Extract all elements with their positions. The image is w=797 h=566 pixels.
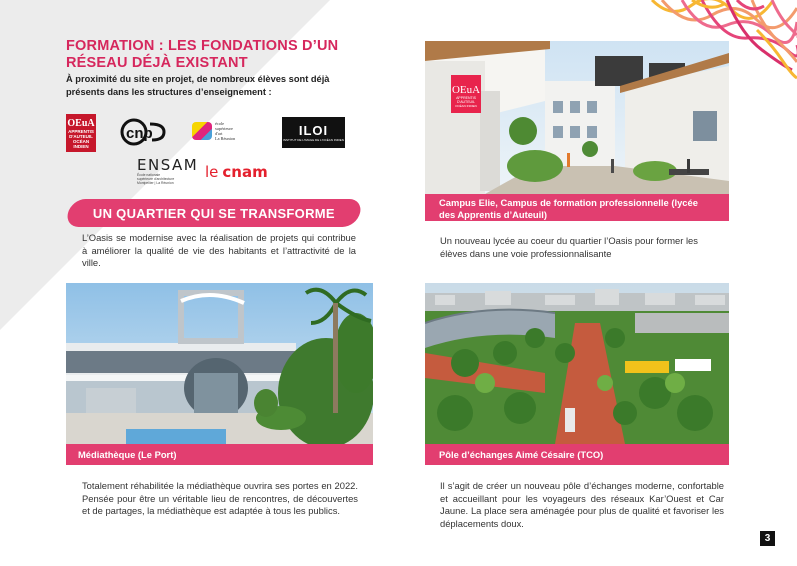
campus-elie-caption: Campus Elie, Campus de formation professionnelle (lycée des Apprentis d’Auteuil)	[425, 194, 729, 221]
cnam-logo: le cnam	[205, 163, 268, 181]
pole-echanges-caption: Pôle d’échanges Aimé Césaire (TCO)	[425, 444, 729, 465]
oasis-paragraph: L’Oasis se modernise avec la réalisation de projets qui contribue à améliorer la qualité de vie des habitants et l’attractivité de la ville.	[82, 232, 356, 268]
pole-echanges-description: Il s’agit de créer un nouveau pôle d’échanges moderne, confortable et accueillant pour les voyageurs des réseaux Kar’Ouest et Car Jaune. La place sera aménagée pour plus de qualité et favoriser les déplacements doux.	[440, 480, 724, 529]
iloi-logo: ILOI INSTITUT DE L'IMAGE DE L'OCÉAN INDIEN	[282, 117, 345, 148]
page-number: 3	[760, 531, 775, 546]
esa-logo-mark	[192, 122, 212, 140]
intro-text: À proximité du site en projet, de nombreux élèves sont déjà présents dans les structures d’enseignement :	[66, 74, 330, 97]
ecole-superieure-art-logo: école supérieure d'art La Réunion	[192, 120, 256, 142]
mediatheque-caption: Médiathèque (Le Port)	[66, 444, 373, 465]
campus-sign-line3: OCÉAN INDIEN	[455, 104, 477, 108]
campus-elie-description: Un nouveau lycée au coeur du quartier l’Oasis pour former les élèves dans une voie professionnalisante	[440, 235, 698, 259]
ensam-logo: ENSAM École nationale supérieure d'architecture Montpellier | La Réunion	[137, 155, 199, 185]
mediatheque-photo	[66, 283, 373, 444]
section-title-banner	[65, 199, 364, 227]
campus-elie-photo	[425, 41, 729, 194]
cnp-logo-text: cnp	[126, 125, 153, 142]
mediatheque-description: Totalement réhabilitée la médiathèque ouvrira ses portes en 2022. Pensée pour être un véritable lieu de rencontres, de découvertes et de partages, la médiathèque est adaptée à tous les publics.	[82, 480, 358, 516]
pole-echanges-photo	[425, 283, 729, 444]
cnp-logo	[120, 116, 168, 148]
campus-sign-text: OEuA	[451, 84, 481, 96]
apprentis-auteuil-logo: OEuA APPRENTIS D'AUTEUIL OCÉAN INDIEN	[66, 114, 96, 152]
section-title: UN QUARTIER QUI SE TRANSFORME	[93, 205, 335, 221]
page-heading: FORMATION : LES FONDATIONS D’UN RÉSEAU DÉJÀ EXISTANT	[66, 38, 339, 71]
campus-sign-line2: D'AUTEUIL	[457, 100, 475, 104]
campus-sign-line1: APPRENTIS	[456, 96, 476, 100]
